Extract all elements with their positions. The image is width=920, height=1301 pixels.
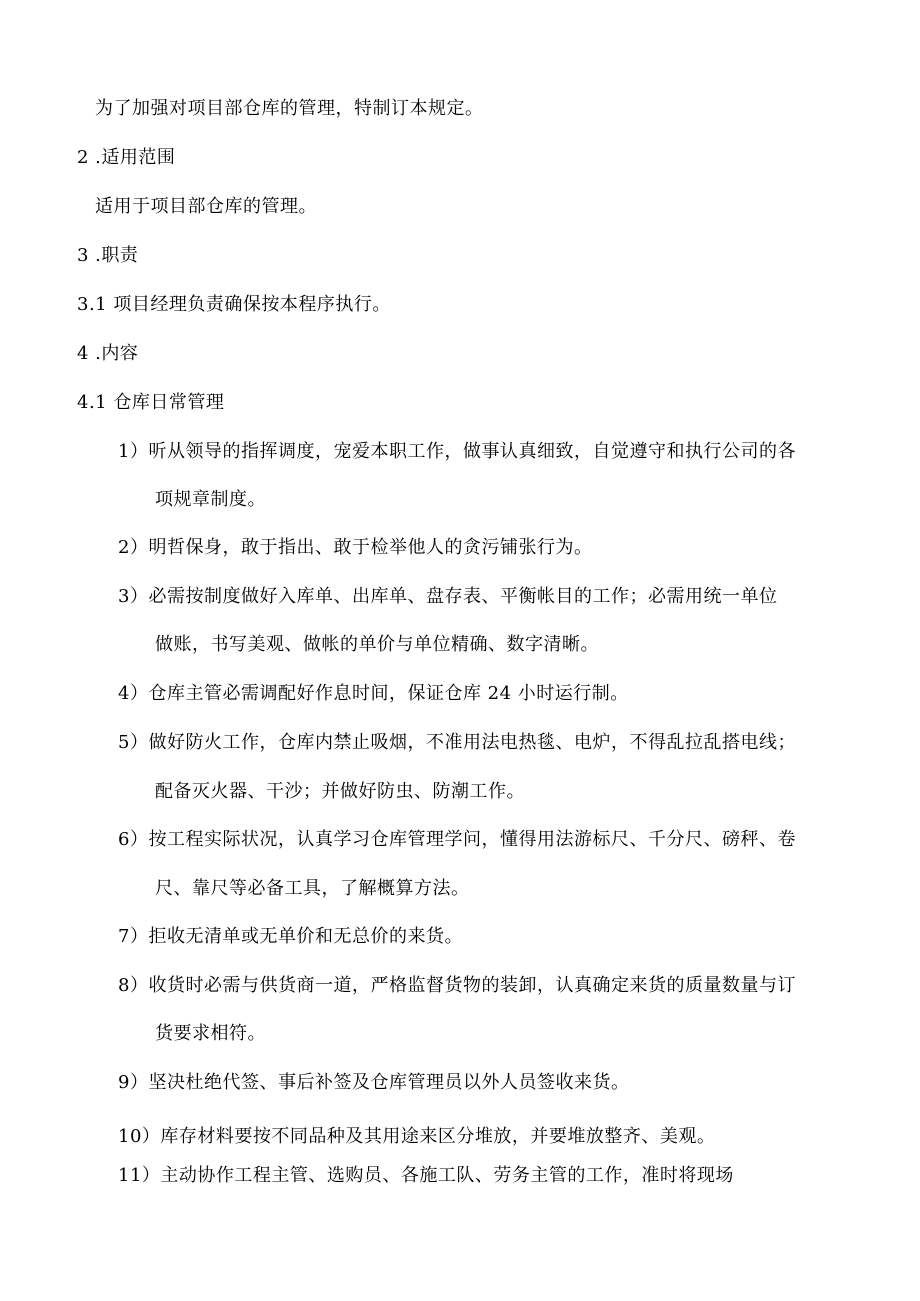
list-item-4: 4）仓库主管必需调配好作息时间，保证仓库 24 小时运行制。 bbox=[118, 683, 629, 704]
list-item-6-line-2: 尺、靠尺等必备工具，了解概算方法。 bbox=[155, 878, 470, 899]
list-item-10: 10）库存材料要按不同品种及其用途来区分堆放，并要堆放整齐、美观。 bbox=[118, 1126, 716, 1147]
list-item-1-line-1: 1）听从领导的指挥调度，宠爱本职工作，做事认真细致，自觉遵守和执行公司的各 bbox=[118, 441, 796, 462]
section-4-heading: 4 .内容 bbox=[77, 343, 139, 364]
section-4-1-heading: 4.1 仓库日常管理 bbox=[77, 392, 225, 413]
list-item-1-line-2: 项规章制度。 bbox=[155, 489, 266, 510]
list-item-8-line-2: 货要求相符。 bbox=[155, 1023, 266, 1044]
list-item-5-line-2: 配备灭火器、干沙；并做好防虫、防潮工作。 bbox=[155, 781, 525, 802]
list-item-9: 9）坚决杜绝代签、事后补签及仓库管理员以外人员签收来货。 bbox=[118, 1072, 630, 1093]
section-3-1: 3.1 项目经理负责确保按本程序执行。 bbox=[77, 294, 391, 315]
list-item-3-line-2: 做账，书写美观、做帐的单价与单位精确、数字清晰。 bbox=[155, 634, 599, 655]
section-2-heading: 2 .适用范围 bbox=[77, 147, 176, 168]
list-item-2: 2）明哲保身，敢于指出、敢于检举他人的贪污铺张行为。 bbox=[118, 537, 593, 558]
section-3-heading: 3 .职责 bbox=[77, 245, 139, 266]
intro-paragraph: 为了加强对项目部仓库的管理，特制订本规定。 bbox=[95, 98, 484, 119]
list-item-5-line-1: 5）做好防火工作，仓库内禁止吸烟，不准用法电热毯、电炉，不得乱拉乱搭电线； bbox=[118, 732, 796, 753]
list-item-6-line-1: 6）按工程实际状况，认真学习仓库管理学问，懂得用法游标尺、千分尺、磅秤、卷 bbox=[118, 829, 796, 850]
list-item-8-line-1: 8）收货时必需与供货商一道，严格监督货物的装卸，认真确定来货的质量数量与订 bbox=[118, 975, 796, 996]
list-item-11: 11）主动协作工程主管、选购员、各施工队、劳务主管的工作，准时将现场 bbox=[118, 1165, 734, 1186]
list-item-3-line-1: 3）必需按制度做好入库单、出库单、盘存表、平衡帐目的工作；必需用统一单位 bbox=[118, 586, 778, 607]
section-2-body: 适用于项目部仓库的管理。 bbox=[95, 196, 317, 217]
list-item-7: 7）拒收无清单或无单价和无总价的来货。 bbox=[118, 926, 463, 947]
